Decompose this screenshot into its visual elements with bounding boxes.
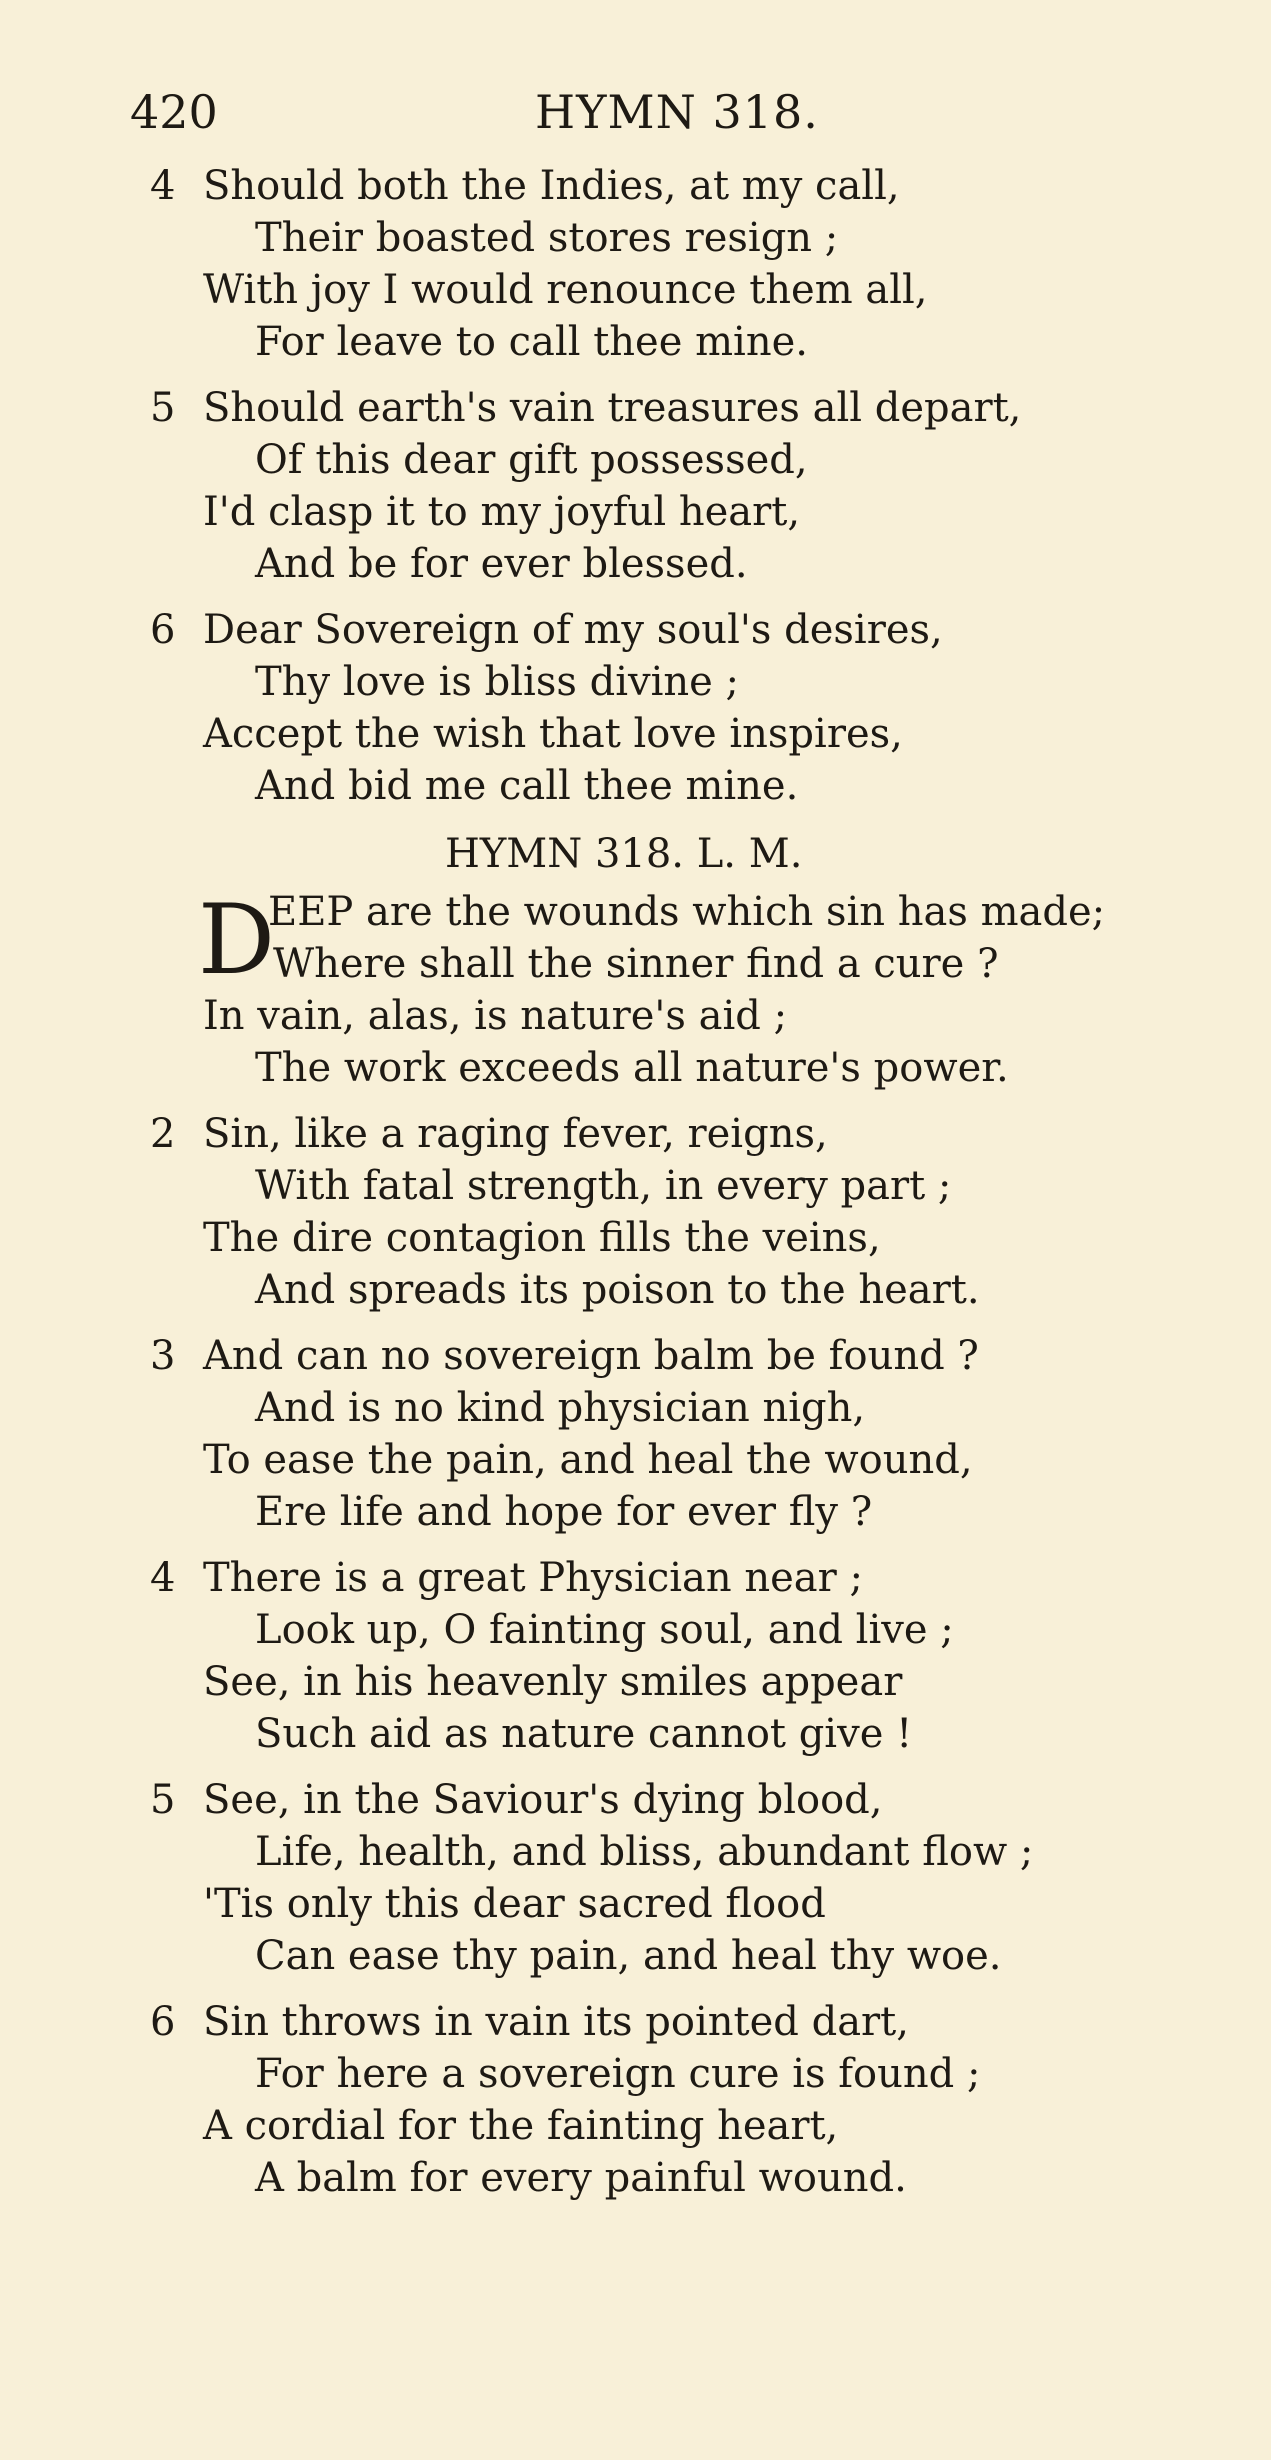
verse-line: See, in his heavenly smiles appear	[203, 1659, 903, 1705]
verse-line: Can ease thy pain, and heal thy woe.	[255, 1933, 1002, 1979]
stanza	[150, 1774, 1250, 1982]
first-stanza	[150, 886, 1250, 1094]
verse-line: Look up, O fainting soul, and live ;	[255, 1607, 954, 1653]
verse-line: And be for ever blessed.	[255, 541, 748, 587]
verse-line: And bid me call thee mine.	[255, 763, 799, 809]
stanza-number: 4	[150, 1555, 176, 1601]
stanza-number: 3	[150, 1333, 176, 1379]
verse-line: See, in the Saviour's dying blood,	[203, 1777, 883, 1823]
stanza	[150, 604, 1250, 812]
verse-line: Ere life and hope for ever fly ?	[255, 1489, 873, 1535]
verse-line: To ease the pain, and heal the wound,	[203, 1437, 973, 1483]
verse-line: Sin throws in vain its pointed dart,	[203, 1999, 909, 2045]
stanza-number: 6	[150, 1999, 176, 2045]
verse-line: And spreads its poison to the heart.	[255, 1267, 980, 1313]
verse-line: For here a sovereign cure is found ;	[255, 2051, 981, 2097]
stanza-number: 5	[150, 1777, 176, 1823]
verse-line: Sin, like a raging fever, reigns,	[203, 1111, 828, 1157]
verse-line: EEP are the wounds which sin has made;	[268, 889, 1106, 935]
verse-line: Life, health, and bliss, abundant flow ;	[255, 1829, 1034, 1875]
page-number: 420	[130, 85, 218, 139]
verse-line: Should earth's vain treasures all depart,	[203, 385, 1022, 431]
stanza-number: 4	[150, 163, 176, 209]
verse-line: Such aid as nature cannot give !	[255, 1711, 913, 1757]
verse-line: Dear Sovereign of my soul's desires,	[203, 607, 943, 653]
stanza	[150, 382, 1250, 590]
verse-line: 'Tis only this dear sacred flood	[203, 1881, 826, 1927]
verse-line: And can no sovereign balm be found ?	[203, 1333, 979, 1379]
verse-line: Should both the Indies, at my call,	[203, 163, 900, 209]
verse-line: I'd clasp it to my joyful heart,	[203, 489, 801, 535]
verse-line: Where shall the sinner find a cure ?	[273, 941, 999, 987]
stanza	[150, 1996, 1250, 2204]
stanza-number: 2	[150, 1111, 176, 1157]
verse-line: A cordial for the fainting heart,	[203, 2103, 839, 2149]
page-content	[150, 160, 1250, 2218]
verse-line: The work exceeds all nature's power.	[255, 1045, 1009, 1091]
verse-line: Accept the wish that love inspires,	[203, 711, 903, 757]
verse-line: And is no kind physician nigh,	[255, 1385, 866, 1431]
hymn-heading: HYMN 318. L. M.	[445, 831, 803, 877]
verse-line: Thy love is bliss divine ;	[255, 659, 740, 705]
verse-line: There is a great Physician near ;	[203, 1555, 863, 1601]
verse-line: In vain, alas, is nature's aid ;	[203, 993, 788, 1039]
stanza-number: 5	[150, 385, 176, 431]
verse-line: The dire contagion fills the veins,	[203, 1215, 881, 1261]
drop-cap: D	[198, 884, 275, 996]
running-title: HYMN 318.	[535, 85, 819, 139]
verse-line: Of this dear gift possessed,	[255, 437, 808, 483]
stanza	[150, 160, 1250, 368]
stanza	[150, 1330, 1250, 1538]
stanza	[150, 1552, 1250, 1760]
verse-line: A balm for every painful wound.	[255, 2155, 907, 2201]
verse-line: With joy I would renounce them all,	[203, 267, 928, 313]
verse-line: Their boasted stores resign ;	[255, 215, 839, 261]
stanza	[150, 1108, 1250, 1316]
stanza-number: 6	[150, 607, 176, 653]
verse-line: For leave to call thee mine.	[255, 319, 808, 365]
verse-line: With fatal strength, in every part ;	[255, 1163, 952, 1209]
